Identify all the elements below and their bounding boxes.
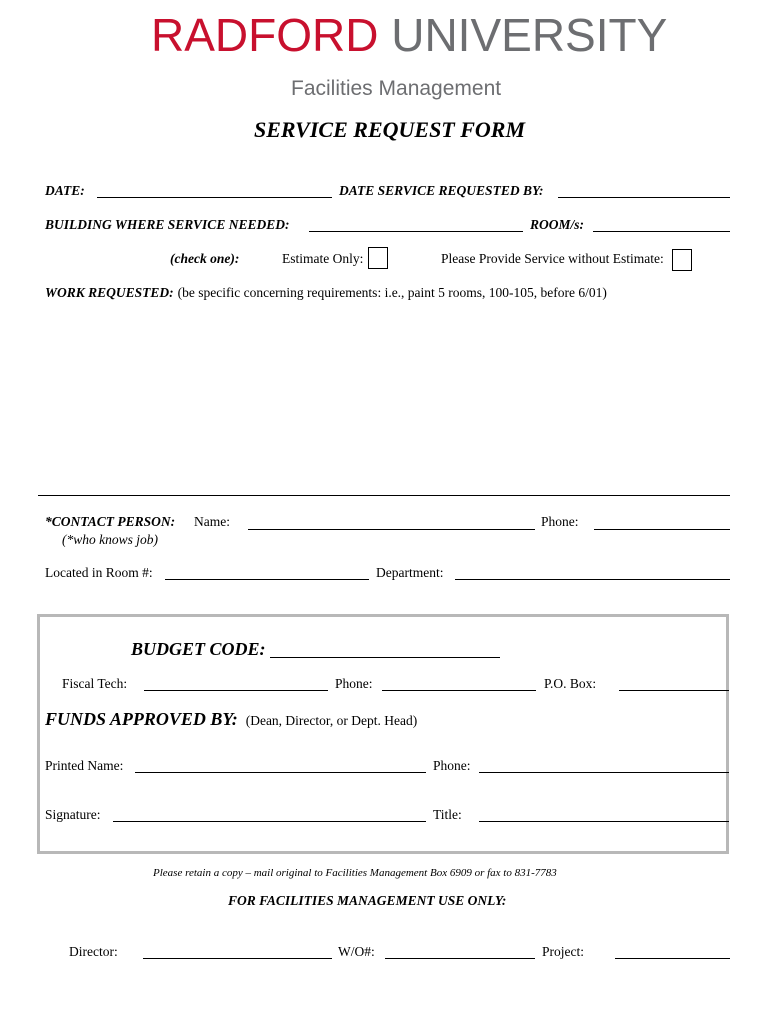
- check-one-label: (check one):: [170, 251, 240, 266]
- university-logo: [151, 9, 668, 61]
- fm-use-only-label: FOR FACILITIES MANAGEMENT USE ONLY:: [228, 893, 507, 908]
- building-label: BUILDING WHERE SERVICE NEEDED:: [45, 217, 290, 232]
- rooms-label: ROOM/s:: [530, 217, 585, 232]
- budget-code-label: BUDGET CODE:: [131, 639, 266, 659]
- located-room-field[interactable]: [165, 579, 369, 580]
- printed-name-label: Printed Name:: [45, 758, 124, 773]
- work-requested-area[interactable]: [38, 304, 730, 494]
- estimate-only-checkbox[interactable]: [368, 247, 388, 269]
- estimate-only-label: Estimate Only:: [282, 251, 364, 266]
- department-field[interactable]: [455, 579, 730, 580]
- funds-approved-heading: [45, 708, 417, 730]
- fiscal-tech-label: Fiscal Tech:: [62, 676, 128, 691]
- contact-name-field[interactable]: [248, 529, 535, 530]
- approver-phone-label: Phone:: [433, 758, 471, 773]
- logo-text-university: UNIVERSITY: [391, 9, 668, 61]
- date-label: DATE:: [45, 183, 85, 198]
- funds-approved-hint: (Dean, Director, or Dept. Head): [245, 713, 418, 728]
- building-field[interactable]: [309, 231, 523, 232]
- contact-phone-field[interactable]: [594, 529, 730, 530]
- rooms-field[interactable]: [593, 231, 730, 232]
- budget-code-field[interactable]: [270, 657, 500, 658]
- director-field[interactable]: [143, 958, 332, 959]
- signature-label: Signature:: [45, 807, 101, 822]
- date-requested-field[interactable]: [558, 197, 730, 198]
- work-requested-label: WORK REQUESTED:: [45, 285, 174, 300]
- director-label: Director:: [69, 944, 118, 959]
- project-label: Project:: [542, 944, 584, 959]
- date-requested-label: DATE SERVICE REQUESTED BY:: [339, 183, 544, 198]
- work-requested-heading: [45, 284, 607, 302]
- logo-text-radford: RADFORD: [151, 9, 379, 61]
- no-estimate-checkbox[interactable]: [672, 249, 692, 271]
- no-estimate-label: Please Provide Service without Estimate:: [441, 251, 664, 266]
- signature-field[interactable]: [113, 821, 426, 822]
- approver-title-field[interactable]: [479, 821, 729, 822]
- approver-title-label: Title:: [433, 807, 462, 822]
- work-requested-bottom-rule: [38, 495, 730, 496]
- department-label: Department:: [376, 565, 444, 580]
- contact-name-label: Name:: [194, 514, 230, 529]
- funds-approved-label: FUNDS APPROVED BY:: [45, 709, 238, 729]
- department-name: Facilities Management: [291, 77, 502, 100]
- wo-number-label: W/O#:: [338, 944, 375, 959]
- wo-number-field[interactable]: [385, 958, 535, 959]
- printed-name-field[interactable]: [135, 772, 426, 773]
- project-field[interactable]: [615, 958, 730, 959]
- who-knows-job-label: (*who knows job): [62, 532, 158, 547]
- fiscal-tech-field[interactable]: [144, 690, 328, 691]
- fiscal-phone-label: Phone:: [335, 676, 373, 691]
- contact-person-label: *CONTACT PERSON:: [45, 514, 176, 529]
- po-box-label: P.O. Box:: [544, 676, 597, 691]
- po-box-field[interactable]: [619, 690, 729, 691]
- form-title: SERVICE REQUEST FORM: [254, 117, 526, 142]
- fiscal-phone-field[interactable]: [382, 690, 536, 691]
- approver-phone-field[interactable]: [479, 772, 729, 773]
- located-room-label: Located in Room #:: [45, 565, 153, 580]
- date-field[interactable]: [97, 197, 332, 198]
- retain-copy-note: Please retain a copy – mail original to Facilities Management Box 6909 or fax to 831-7783: [153, 867, 557, 879]
- work-requested-hint: (be specific concerning requirements: i.e., paint 5 rooms, 100-105, before 6/01): [177, 285, 607, 300]
- contact-phone-label: Phone:: [541, 514, 579, 529]
